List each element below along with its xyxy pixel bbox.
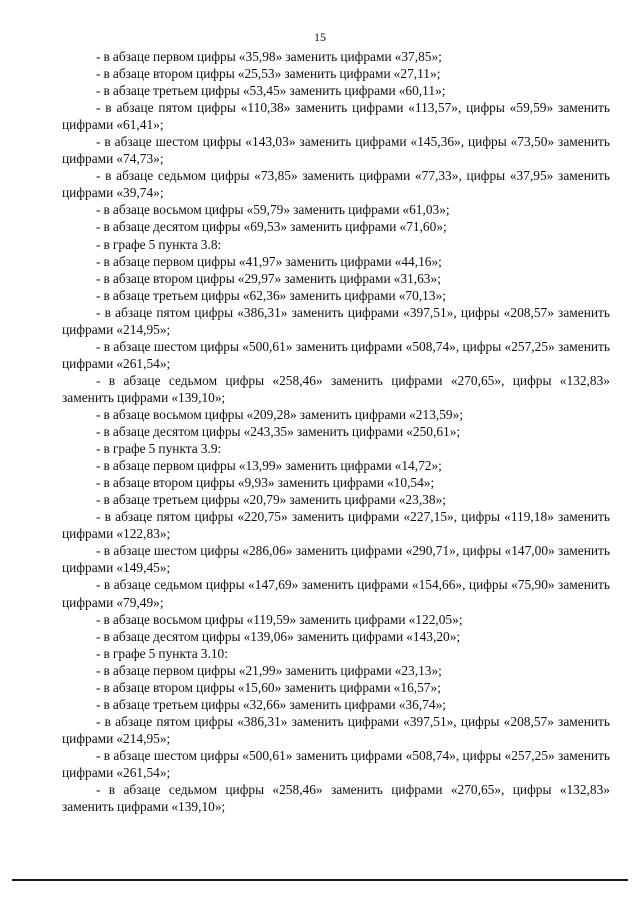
amendment-paragraph: - в абзаце пятом цифры «386,31» заменить цифрами «397,51», цифры «208,57» заменить цифрами «214,95»; bbox=[62, 304, 610, 337]
amendment-paragraph: - в абзаце седьмом цифры «147,69» заменить цифрами «154,66», цифры «75,90» заменить цифрами «79,49»; bbox=[62, 577, 610, 610]
amendment-paragraph: - в абзаце шестом цифры «500,61» заменить цифрами «508,74», цифры «257,25» заменить цифрами «261,54»; bbox=[62, 338, 610, 371]
amendment-paragraph: - в абзаце шестом цифры «143,03» заменить цифрами «145,36», цифры «73,50» заменить цифрами «74,73»; bbox=[62, 134, 610, 167]
amendment-paragraph: - в абзаце втором цифры «25,53» заменить цифрами «27,11»; bbox=[96, 66, 441, 82]
amendment-paragraph: - в абзаце седьмом цифры «258,46» заменить цифрами «270,65», цифры «132,83» заменить цифрами «139,10»; bbox=[62, 372, 610, 405]
page-bottom-rule bbox=[12, 879, 628, 881]
amendment-paragraph: - в абзаце первом цифры «35,98» заменить цифрами «37,85»; bbox=[96, 49, 442, 64]
document-body bbox=[62, 48, 610, 815]
amendment-paragraph: - в абзаце десятом цифры «69,53» заменить цифрами «71,60»; bbox=[96, 219, 447, 235]
amendment-paragraph: - в абзаце восьмом цифры «209,28» заменить цифрами «213,59»; bbox=[96, 406, 464, 422]
amendment-paragraph: - в абзаце первом цифры «41,97» заменить цифрами «44,16»; bbox=[96, 253, 442, 269]
amendment-paragraph: - в абзаце десятом цифры «243,35» заменить цифрами «250,61»; bbox=[96, 424, 461, 440]
amendment-paragraph: - в абзаце шестом цифры «286,06» заменить цифрами «290,71», цифры «147,00» заменить цифрами «149,45»; bbox=[62, 543, 610, 576]
amendment-paragraph: - в абзаце первом цифры «13,99» заменить цифрами «14,72»; bbox=[96, 458, 442, 474]
amendment-paragraph: - в абзаце пятом цифры «220,75» заменить цифрами «227,15», цифры «119,18» заменить цифрами «122,83»; bbox=[62, 509, 610, 542]
amendment-paragraph: - в абзаце седьмом цифры «258,46» заменить цифрами «270,65», цифры «132,83» заменить цифрами «139,10»; bbox=[62, 782, 610, 815]
amendment-paragraph: - в абзаце восьмом цифры «59,79» заменить цифрами «61,03»; bbox=[96, 202, 450, 218]
amendment-paragraph: - в абзаце третьем цифры «20,79» заменить цифрами «23,38»; bbox=[96, 492, 446, 508]
section-heading: - в графе 5 пункта 3.8: bbox=[96, 236, 222, 252]
amendment-paragraph: - в абзаце третьем цифры «62,36» заменить цифрами «70,13»; bbox=[96, 287, 446, 303]
page-number: 15 bbox=[314, 30, 326, 44]
amendment-paragraph: - в абзаце третьем цифры «53,45» заменить цифрами «60,11»; bbox=[96, 83, 446, 99]
section-heading: - в графе 5 пункта 3.9: bbox=[96, 441, 222, 457]
amendment-paragraph: - в абзаце первом цифры «21,99» заменить цифрами «23,13»; bbox=[96, 662, 442, 678]
amendment-paragraph: - в абзаце пятом цифры «386,31» заменить цифрами «397,51», цифры «208,57» заменить цифрами «214,95»; bbox=[62, 713, 610, 746]
amendment-paragraph: - в абзаце седьмом цифры «73,85» заменить цифрами «77,33», цифры «37,95» заменить цифрами «39,74»; bbox=[62, 168, 610, 201]
amendment-paragraph: - в абзаце шестом цифры «500,61» заменить цифрами «508,74», цифры «257,25» заменить цифрами «261,54»; bbox=[62, 747, 610, 780]
amendment-paragraph: - в абзаце втором цифры «29,97» заменить цифрами «31,63»; bbox=[96, 270, 441, 286]
amendment-paragraph: - в абзаце втором цифры «15,60» заменить цифрами «16,57»; bbox=[96, 679, 441, 695]
amendment-paragraph: - в абзаце третьем цифры «32,66» заменить цифрами «36,74»; bbox=[96, 696, 446, 712]
amendment-paragraph: - в абзаце восьмом цифры «119,59» заменить цифрами «122,05»; bbox=[96, 611, 463, 627]
amendment-paragraph: - в абзаце пятом цифры «110,38» заменить цифрами «113,57», цифры «59,59» заменить цифрами «61,41»; bbox=[62, 100, 610, 133]
amendment-paragraph: - в абзаце десятом цифры «139,06» заменить цифрами «143,20»; bbox=[96, 628, 461, 644]
section-heading: - в графе 5 пункта 3.10: bbox=[96, 645, 228, 661]
amendment-paragraph: - в абзаце втором цифры «9,93» заменить цифрами «10,54»; bbox=[96, 475, 435, 491]
